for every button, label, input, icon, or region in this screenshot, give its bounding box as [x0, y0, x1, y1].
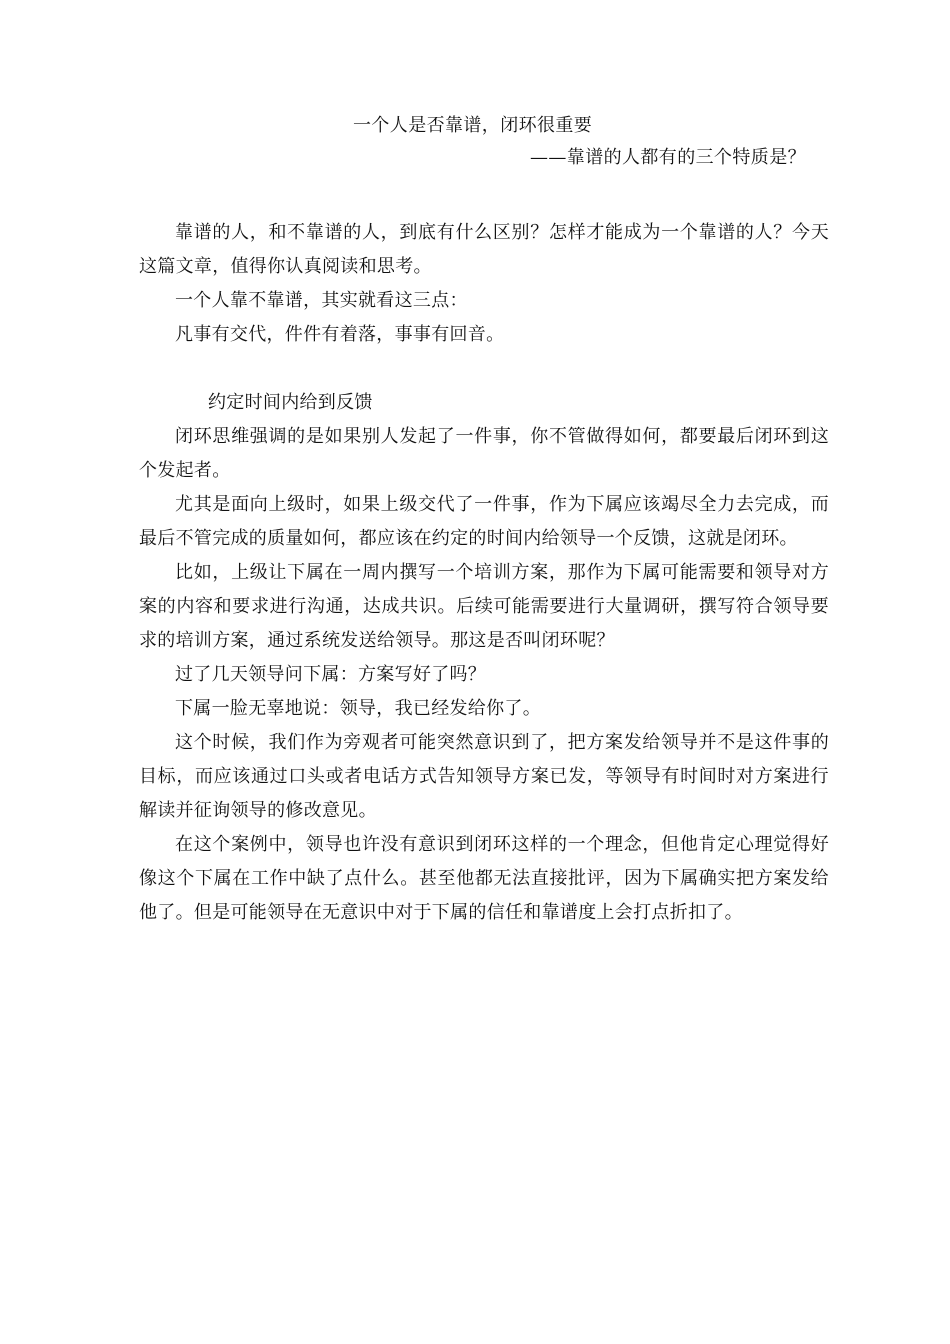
- section-paragraph-2: 尤其是面向上级时，如果上级交代了一件事，作为下属应该竭尽全力去完成，而最后不管完成的质量如何，都应该在约定的时间内给领导一个反馈，这就是闭环。: [139, 494, 829, 549]
- section-paragraph-1: 闭环思维强调的是如果别人发起了一件事，你不管做得如何，都要最后闭环到这个发起者。: [139, 426, 829, 481]
- intro-paragraph-1: 靠谱的人，和不靠谱的人，到底有什么区别？怎样才能成为一个靠谱的人？今天这篇文章，值得你认真阅读和思考。: [139, 222, 829, 277]
- intro-paragraph-3: 凡事有交代，件件有着落，事事有回音。: [175, 324, 505, 345]
- document-subtitle: ——靠谱的人都有的三个特质是？: [530, 147, 806, 168]
- document-title: 一个人是否靠谱，闭环很重要: [353, 115, 593, 136]
- section-paragraph-5: 下属一脸无辜地说：领导，我已经发给你了。: [175, 698, 541, 719]
- section-paragraph-3: 比如，上级让下属在一周内撰写一个培训方案，那作为下属可能需要和领导对方案的内容和要求进行沟通，达成共识。后续可能需要进行大量调研，撰写符合领导要求的培训方案，通过系统发送给领导。那这是否叫闭环呢？: [139, 562, 829, 651]
- section-paragraph-4: 过了几天领导问下属：方案写好了吗？: [175, 664, 487, 685]
- section-paragraph-6: 这个时候，我们作为旁观者可能突然意识到了，把方案发给领导并不是这件事的目标，而应该通过口头或者电话方式告知领导方案已发，等领导有时间时对方案进行解读并征询领导的修改意见。: [139, 732, 829, 821]
- paragraph-spacer: [139, 352, 829, 386]
- section-paragraph-7: 在这个案例中，领导也许没有意识到闭环这样的一个理念，但他肯定心理觉得好像这个下属在工作中缺了点什么。甚至他都无法直接批评，因为下属确实把方案发给他了。但是可能领导在无意识中对于下属的信任和靠谱度上会打点折扣了。: [139, 834, 829, 923]
- section-heading: 约定时间内给到反馈: [208, 392, 373, 413]
- intro-paragraph-2: 一个人靠不靠谱，其实就看这三点：: [175, 290, 468, 311]
- document-body: [139, 216, 829, 930]
